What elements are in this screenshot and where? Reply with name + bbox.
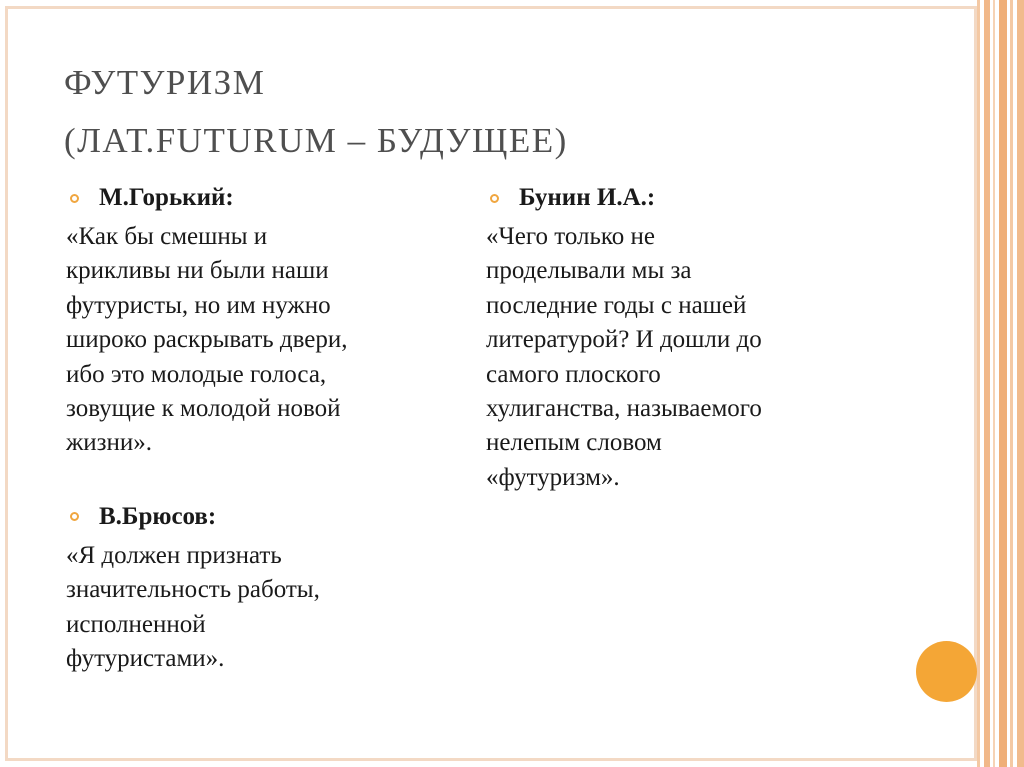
- bullet-circle-icon: [490, 194, 499, 203]
- bullet-circle-icon: [70, 194, 79, 203]
- quote-line: жизни».: [66, 429, 153, 457]
- author-heading: [486, 180, 906, 216]
- quote-line: значительность работы,: [66, 576, 320, 604]
- quote-line: футуристами».: [66, 645, 225, 673]
- quote-line: самого плоского: [486, 360, 661, 388]
- quote-line: ибо это молодые голоса,: [66, 360, 327, 388]
- quote-line: «Чего только не: [486, 223, 655, 250]
- quote-line: проделывали мы за: [486, 257, 692, 285]
- stripe: [1017, 0, 1024, 767]
- quote-line: последние годы с нашей: [486, 291, 747, 319]
- quote-line: широко раскрывать двери,: [66, 326, 348, 354]
- author-heading: [66, 180, 476, 216]
- quote-line: литературой? И дошли до: [486, 326, 762, 354]
- quote-line: крикливы ни были наши: [66, 257, 329, 285]
- stripe: [993, 0, 995, 767]
- slide-title: [64, 54, 784, 170]
- author-heading: [66, 499, 476, 535]
- right-column: [486, 180, 906, 533]
- quote-line: исполненной: [66, 610, 206, 638]
- stripe: [999, 0, 1007, 767]
- quote-text: [486, 220, 906, 495]
- quote-text: [66, 539, 476, 677]
- quote-line: «Я должен признать: [66, 541, 282, 569]
- author-name: М.Горький:: [99, 184, 234, 211]
- quote-line: «Как бы смешны и: [66, 223, 268, 250]
- quote-line: футуристы, но им нужно: [66, 291, 331, 319]
- quote-line: хулиганства, называемого: [486, 395, 762, 423]
- quote-entry-gorky: [66, 180, 476, 461]
- bullet-circle-icon: [70, 512, 79, 521]
- quote-line: зовущие к молодой новой: [66, 395, 341, 423]
- stripe: [977, 0, 980, 767]
- title-subtitle-line: (ЛАТ.FUTURUM – БУДУЩЕЕ): [64, 121, 568, 160]
- stripe: [984, 0, 990, 767]
- quote-line: «футуризм».: [486, 463, 620, 491]
- quote-line: нелепым словом: [486, 429, 662, 457]
- stripe: [1010, 0, 1013, 767]
- author-name: Бунин И.А.:: [519, 184, 656, 211]
- quote-entry-bunin: [486, 180, 906, 495]
- left-column: [66, 180, 476, 714]
- decorative-stripes: [977, 0, 1024, 767]
- quote-text: [66, 220, 476, 461]
- quote-entry-bryusov: [66, 499, 476, 677]
- decorative-orange-circle: [916, 641, 977, 702]
- author-name: В.Брюсов:: [99, 502, 217, 530]
- title-line: ФУТУРИЗМ: [64, 63, 266, 102]
